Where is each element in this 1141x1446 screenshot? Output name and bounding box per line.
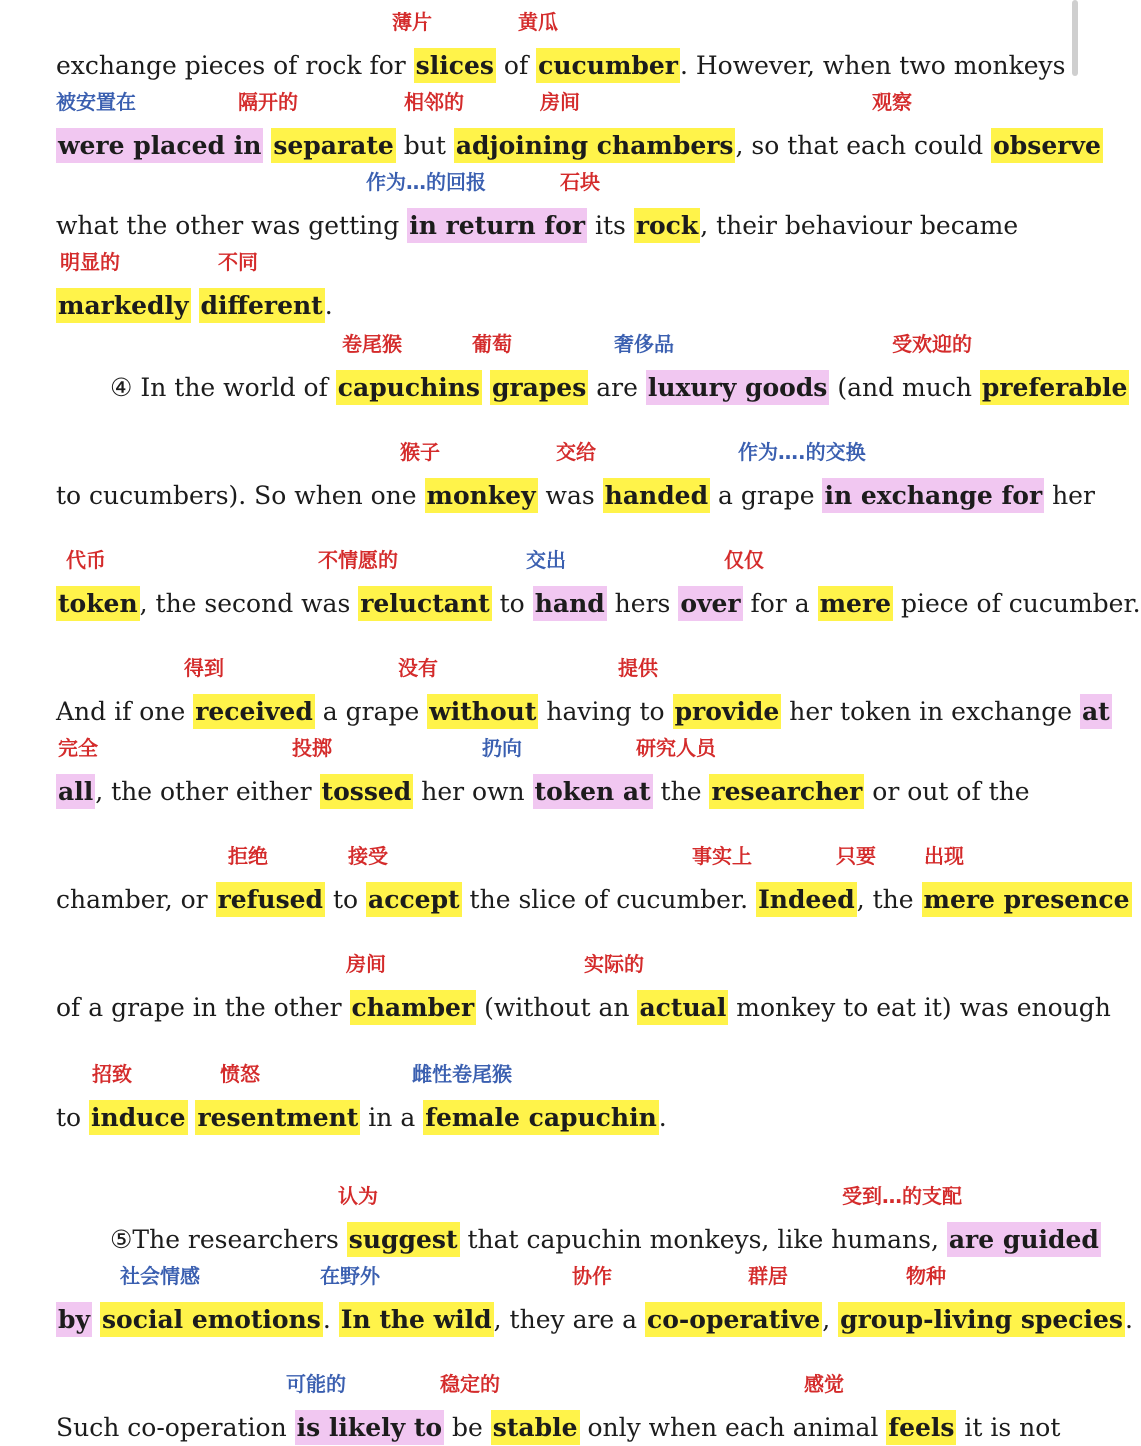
text-segment: hers: [606, 589, 679, 618]
text-line: [56, 1100, 667, 1136]
gloss-annotation: 可能的: [286, 1372, 346, 1396]
gloss-annotation: 感觉: [804, 1372, 844, 1396]
text-segment: but: [395, 131, 454, 160]
gloss-annotation: 葡萄: [472, 332, 512, 356]
text-segment: her token in exchange: [781, 697, 1080, 726]
gloss-annotation: 猴子: [400, 440, 440, 464]
highlight-yellow: monkey: [425, 478, 538, 513]
text-segment: .: [1125, 1305, 1133, 1334]
gloss-annotation: 接受: [348, 844, 388, 868]
text-segment: , so that each could: [735, 131, 992, 160]
text-line: [56, 1302, 1133, 1338]
highlight-pink: were placed in: [56, 128, 263, 163]
highlight-yellow: resentment: [195, 1100, 360, 1135]
text-line: [56, 478, 1095, 514]
gloss-annotation: 房间: [346, 952, 386, 976]
text-segment: her: [1044, 481, 1095, 510]
highlight-yellow: reluctant: [358, 586, 491, 621]
text-segment: or out of the: [864, 777, 1030, 806]
gloss-annotation: 在野外: [320, 1264, 380, 1288]
highlight-yellow: capuchins: [336, 370, 482, 405]
text-segment: only when each animal: [579, 1413, 887, 1442]
gloss-annotation: 隔开的: [238, 90, 298, 114]
text-segment: to: [491, 589, 533, 618]
text-segment: chamber, or: [56, 885, 216, 914]
gloss-annotation: 相邻的: [404, 90, 464, 114]
highlight-pink: at: [1080, 694, 1112, 729]
highlight-yellow: In the wild: [339, 1302, 494, 1337]
gloss-annotation: 提供: [618, 656, 658, 680]
text-segment: that capuchin monkeys, like humans,: [459, 1225, 947, 1254]
highlight-pink: all: [56, 774, 95, 809]
highlight-yellow: suggest: [347, 1222, 460, 1257]
text-line: [110, 370, 1129, 406]
text-segment: the slice of cucumber.: [461, 885, 757, 914]
gloss-annotation: 不同: [218, 250, 258, 274]
highlight-yellow: markedly: [56, 288, 191, 323]
text-line: [56, 990, 1111, 1026]
highlight-yellow: without: [427, 694, 538, 729]
text-segment: having to: [538, 697, 673, 726]
text-segment: of a grape in the other: [56, 993, 350, 1022]
highlight-yellow: co-operative: [645, 1302, 822, 1337]
text-segment: [191, 291, 199, 320]
highlight-yellow: token: [56, 586, 140, 621]
highlight-yellow: observe: [991, 128, 1103, 163]
gloss-annotation: 观察: [872, 90, 912, 114]
highlight-yellow: different: [199, 288, 325, 323]
text-segment: of: [495, 51, 537, 80]
highlight-yellow: separate: [271, 128, 395, 163]
text-segment: [482, 373, 490, 402]
gloss-annotation: 交给: [556, 440, 596, 464]
gloss-annotation: 出现: [924, 844, 964, 868]
highlight-pink: token at: [533, 774, 653, 809]
gloss-annotation: 社会情感: [120, 1264, 200, 1288]
gloss-annotation: 实际的: [584, 952, 644, 976]
text-segment: , the: [856, 885, 922, 914]
highlight-yellow: accept: [366, 882, 462, 917]
highlight-yellow: chamber: [350, 990, 477, 1025]
gloss-annotation: 石块: [560, 170, 600, 194]
text-line: [56, 48, 1065, 84]
text-segment: , they are a: [493, 1305, 646, 1334]
highlight-yellow: Indeed: [756, 882, 857, 917]
text-segment: to: [56, 1103, 90, 1132]
highlight-yellow: cucumber: [536, 48, 680, 83]
text-segment: piece of cucumber.: [893, 589, 1141, 618]
highlight-yellow: refused: [216, 882, 325, 917]
gloss-annotation: 得到: [184, 656, 224, 680]
gloss-annotation: 交出: [526, 548, 566, 572]
text-segment: was: [537, 481, 603, 510]
highlight-yellow: feels: [886, 1410, 956, 1445]
highlight-yellow: grapes: [490, 370, 588, 405]
text-segment: monkey to eat it) was enough: [728, 993, 1111, 1022]
highlight-yellow: stable: [491, 1410, 580, 1445]
gloss-annotation: 认为: [338, 1184, 378, 1208]
text-segment: a grape: [710, 481, 823, 510]
gloss-annotation: 奢侈品: [614, 332, 674, 356]
gloss-annotation: 协作: [572, 1264, 612, 1288]
gloss-annotation: 被安置在: [56, 90, 136, 114]
highlight-yellow: preferable: [980, 370, 1129, 405]
text-segment: , their behaviour became: [700, 211, 1019, 240]
gloss-annotation: 物种: [906, 1264, 946, 1288]
text-segment: are: [588, 373, 646, 402]
highlight-yellow: mere: [818, 586, 893, 621]
gloss-annotation: 拒绝: [228, 844, 268, 868]
text-segment: for a: [742, 589, 818, 618]
text-segment: . However, when two monkeys: [679, 51, 1066, 80]
highlight-yellow: rock: [634, 208, 700, 243]
gloss-annotation: 扔向: [482, 736, 522, 760]
highlight-yellow: slices: [414, 48, 496, 83]
text-segment: , the other either: [95, 777, 320, 806]
text-line: [56, 882, 1132, 918]
text-segment: , the second was: [139, 589, 359, 618]
gloss-annotation: 群居: [748, 1264, 788, 1288]
gloss-annotation: 完全: [58, 736, 98, 760]
text-segment: ⑤The researchers: [110, 1225, 347, 1254]
text-segment: in a: [360, 1103, 424, 1132]
text-line: [56, 208, 1018, 244]
gloss-annotation: 研究人员: [636, 736, 716, 760]
gloss-annotation: 招致: [92, 1062, 132, 1086]
highlight-yellow: provide: [673, 694, 782, 729]
gloss-annotation: 薄片: [392, 10, 432, 34]
text-segment: exchange pieces of rock for: [56, 51, 414, 80]
highlight-yellow: tossed: [320, 774, 414, 809]
highlight-yellow: social emotions: [100, 1302, 323, 1337]
gloss-annotation: 不情愿的: [318, 548, 398, 572]
gloss-annotation: 雌性卷尾猴: [412, 1062, 512, 1086]
highlight-pink: over: [678, 586, 742, 621]
gloss-annotation: 没有: [398, 656, 438, 680]
text-segment: (and much: [829, 373, 980, 402]
highlight-yellow: group-living species: [838, 1302, 1125, 1337]
highlight-yellow: received: [193, 694, 315, 729]
gloss-annotation: 受欢迎的: [892, 332, 972, 356]
text-line: [56, 288, 333, 324]
text-segment: its: [587, 211, 634, 240]
text-line: [56, 694, 1112, 730]
gloss-annotation: 房间: [540, 90, 580, 114]
highlight-yellow: induce: [89, 1100, 187, 1135]
gloss-annotation: 只要: [836, 844, 876, 868]
text-line: [110, 1222, 1101, 1258]
text-segment: be: [444, 1413, 491, 1442]
text-segment: to cucumbers). So when one: [56, 481, 425, 510]
gloss-annotation: 明显的: [60, 250, 120, 274]
gloss-annotation: 愤怒: [220, 1062, 260, 1086]
text-line: [56, 1410, 1060, 1446]
gloss-annotation: 黄瓜: [518, 10, 558, 34]
text-segment: .: [324, 291, 333, 320]
text-segment: what the other was getting: [56, 211, 408, 240]
highlight-yellow: female capuchin: [423, 1100, 659, 1135]
gloss-annotation: 作为….的交换: [738, 440, 866, 464]
gloss-annotation: 受到…的支配: [842, 1184, 962, 1208]
text-segment: it is not: [956, 1413, 1061, 1442]
text-segment: her own: [413, 777, 533, 806]
scrollbar[interactable]: [1072, 0, 1078, 76]
highlight-yellow: actual: [637, 990, 728, 1025]
text-segment: And if one: [56, 697, 194, 726]
highlight-pink: by: [56, 1302, 92, 1337]
highlight-pink: in exchange for: [822, 478, 1044, 513]
highlight-pink: are guided: [947, 1222, 1101, 1257]
text-segment: Such co-operation: [56, 1413, 295, 1442]
text-segment: ,: [822, 1305, 839, 1334]
highlight-pink: luxury goods: [646, 370, 830, 405]
gloss-annotation: 事实上: [692, 844, 752, 868]
highlight-yellow: adjoining chambers: [454, 128, 736, 163]
text-segment: to: [325, 885, 367, 914]
text-segment: the: [652, 777, 710, 806]
text-line: [56, 128, 1103, 164]
text-segment: [92, 1305, 100, 1334]
gloss-annotation: 稳定的: [440, 1372, 500, 1396]
gloss-annotation: 仅仅: [724, 548, 764, 572]
text-segment: ④ In the world of: [110, 373, 336, 402]
gloss-annotation: 卷尾猴: [342, 332, 402, 356]
text-line: [56, 774, 1030, 810]
highlight-yellow: mere presence: [922, 882, 1132, 917]
gloss-annotation: 作为…的回报: [366, 170, 486, 194]
highlight-pink: is likely to: [295, 1410, 444, 1445]
text-line: [56, 586, 1141, 622]
highlight-yellow: handed: [603, 478, 710, 513]
text-segment: (without an: [476, 993, 638, 1022]
gloss-annotation: 代币: [66, 548, 106, 572]
text-segment: .: [322, 1305, 339, 1334]
text-segment: .: [658, 1103, 667, 1132]
highlight-yellow: researcher: [709, 774, 864, 809]
highlight-pink: hand: [533, 586, 607, 621]
gloss-annotation: 投掷: [292, 736, 332, 760]
text-segment: a grape: [314, 697, 428, 726]
highlight-pink: in return for: [407, 208, 587, 243]
